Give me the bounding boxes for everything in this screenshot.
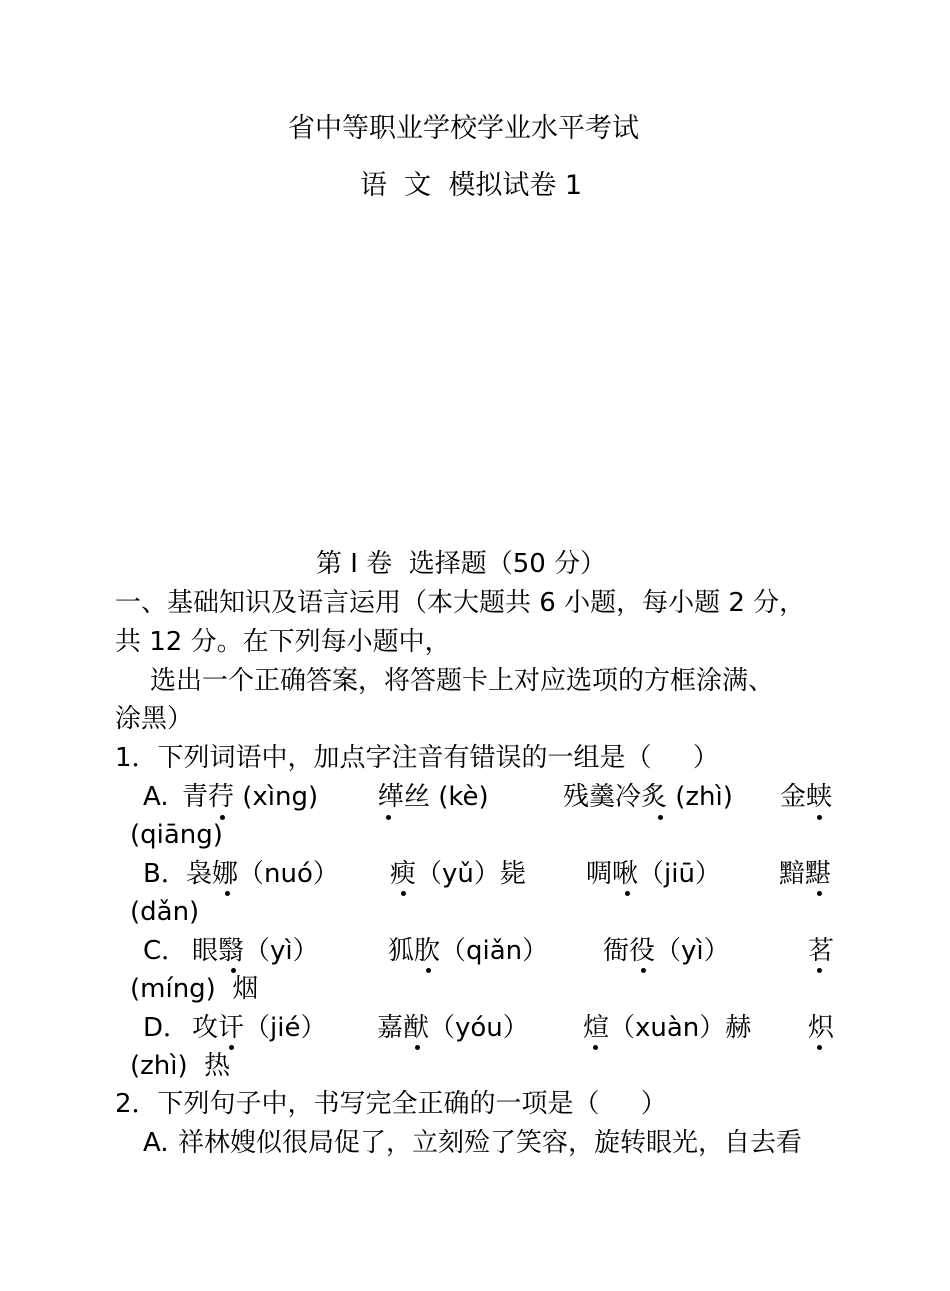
emphasis-dot	[426, 968, 431, 973]
part-instructions-line-1: 一、基础知识及语言运用（本大题共 6 小题，每小题 2 分，	[115, 588, 806, 618]
part-instructions-line-3: 选出一个正确答案，将答题卡上对应选项的方框涂满、	[150, 666, 775, 696]
option-label: C．	[143, 936, 188, 966]
emphasis-dot	[415, 1045, 420, 1050]
option-label: A.	[143, 782, 177, 812]
emphasis-dot	[658, 815, 663, 820]
option-word: 煊（xuàn）赫	[583, 1013, 752, 1043]
exam-subtitle: 语 文 模拟试卷 1	[360, 170, 583, 201]
option-label: B．	[143, 859, 187, 889]
emphasis-dot	[641, 968, 646, 973]
emphasis-dot	[593, 1045, 598, 1050]
option-word: 啁啾（jiū）	[586, 859, 721, 889]
option-word: 茗	[808, 936, 835, 966]
emphasis-dot	[817, 968, 822, 973]
option-label: D．	[143, 1013, 190, 1043]
section-heading: 第 I 卷 选择题（50 分）	[316, 549, 607, 579]
emphasis-dot	[229, 1045, 234, 1050]
option-label: A.	[143, 1128, 177, 1158]
option-word: 炽	[808, 1013, 835, 1043]
option-word: 攻讦（jié）	[192, 1013, 327, 1043]
option-word: 黯黮	[779, 859, 832, 889]
question-1-stem: 1．下列词语中，加点字注音有错误的一组是（ ）	[115, 743, 719, 773]
option-continuation: (míng) 烟	[130, 974, 259, 1004]
emphasis-dot	[817, 891, 822, 896]
option-continuation: (dǎn)	[130, 897, 200, 927]
emphasis-dot	[231, 968, 236, 973]
emphasis-dot	[817, 815, 822, 820]
option-word: 狐肷（qiǎn）	[388, 936, 549, 966]
option-word: 缂丝 (kè)	[378, 782, 489, 812]
option-word: 袅娜（nuó）	[186, 859, 339, 889]
option-continuation: (qiāng)	[130, 820, 223, 850]
option-text: 祥林嫂似很局促了，立刻殓了笑容，旋转眼光，自去看	[178, 1128, 803, 1158]
emphasis-dot	[225, 891, 230, 896]
emphasis-dot	[220, 815, 225, 820]
option-continuation: (zhì) 热	[130, 1051, 231, 1081]
option-word: 衙役（yì）	[603, 936, 730, 966]
emphasis-dot	[401, 891, 406, 896]
option-word: 残羹冷炙 (zhì)	[563, 782, 733, 812]
option-word: 嘉猷（yóu）	[377, 1013, 529, 1043]
exam-title: 省中等职业学校学业水平考试	[288, 113, 639, 144]
option-word: 金蛱	[780, 782, 833, 812]
option-word: 眼翳（yì）	[192, 936, 319, 966]
option-word: 青荇 (xìng)	[182, 782, 319, 812]
option-word: 瘐（yǔ）毙	[390, 859, 526, 889]
emphasis-dot	[625, 891, 630, 896]
emphasis-dot	[817, 1045, 822, 1050]
question-2-stem: 2．下列句子中，书写完全正确的一项是（ ）	[115, 1089, 667, 1119]
part-instructions-line-4: 涂黑）	[115, 704, 194, 734]
part-instructions-line-2: 共 12 分。在下列每小题中，	[115, 627, 451, 657]
emphasis-dot	[386, 815, 391, 820]
